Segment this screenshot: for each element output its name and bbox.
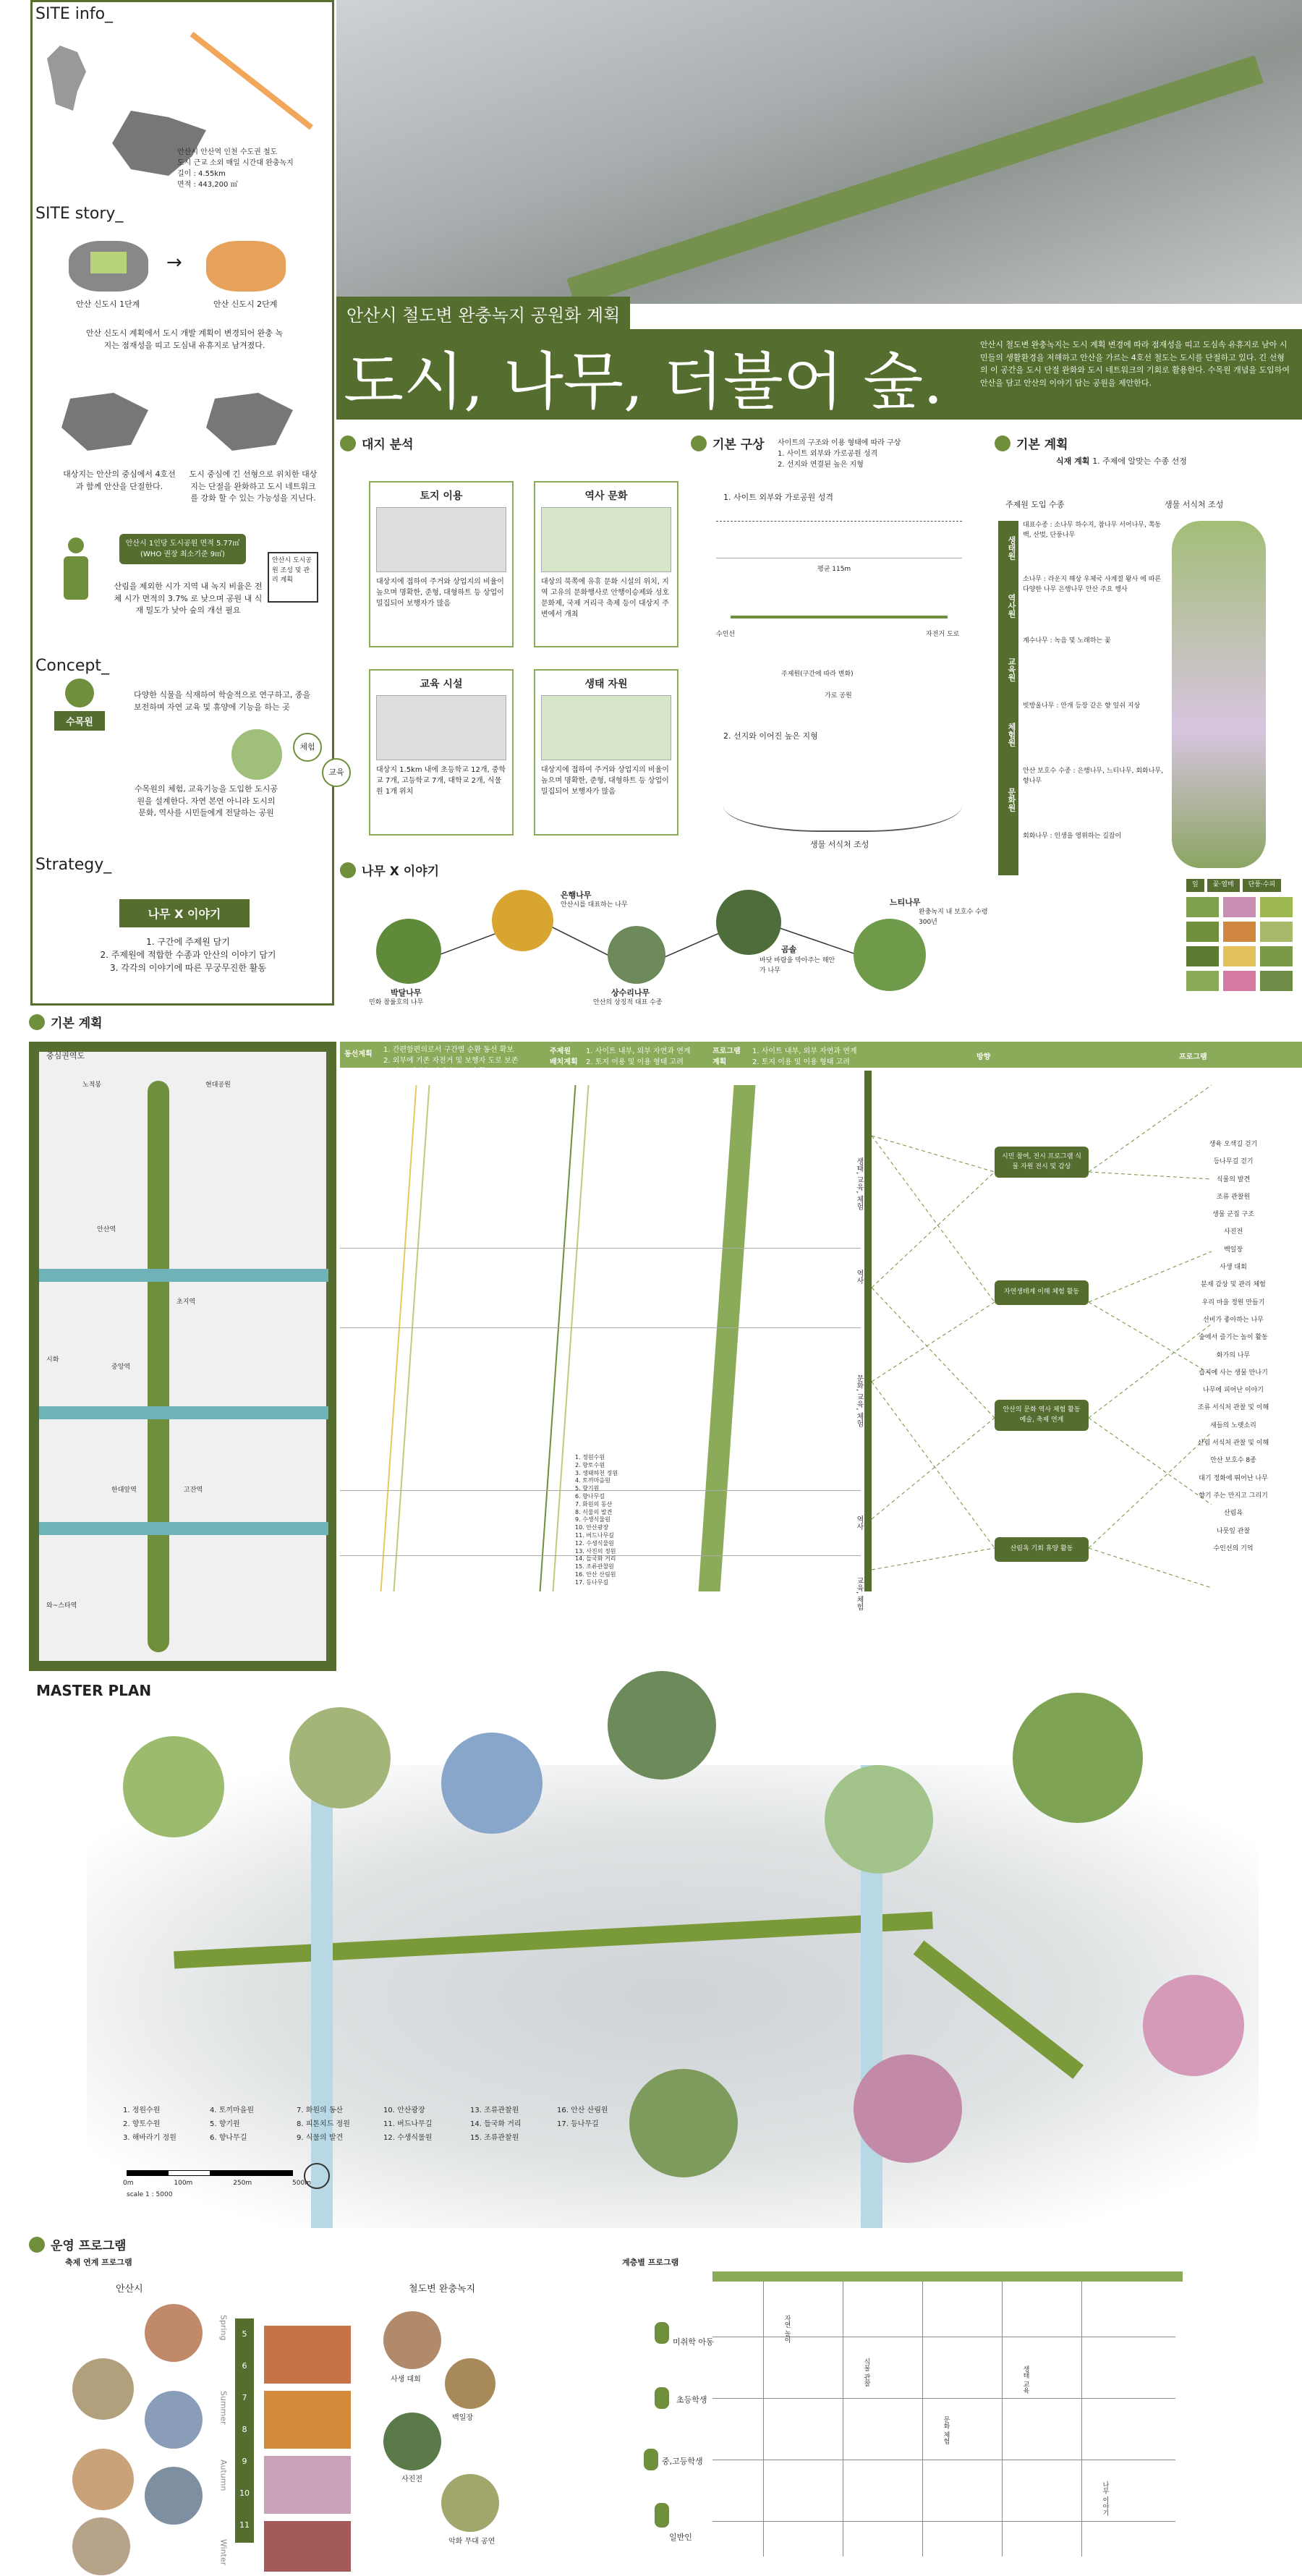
operation-heading: 운영 프로그램 bbox=[29, 2235, 126, 2253]
plan-rows bbox=[998, 521, 1172, 875]
strategy-title: Strategy_ bbox=[35, 856, 112, 874]
season-summer: Summer bbox=[218, 2391, 229, 2425]
node-experience: 체험 bbox=[293, 733, 322, 762]
program-list: 생육 오색길 걷기 등나무길 걷기 식물의 발견 조류 관찰원 생물 군집 구조 사진전 백일장 사생 대회 분재 감상 및 관리 체험 우리 마을 정원 만들기 선비가 좋아하는 나무 숲에서 즐기는 놀이 활동 화가의 나무 습지에 사는 생물 만나기 나무에 피어난 이야기 조류 서식처 관찰 및 이해 새들의 노랫소리 산림 서식처 관찰 및 이해 안산 보호수 8종 대기 정화에 뛰어난 나무 향기 주는 만지고 그리기 산림욕 나뭇잎 관찰 수인선의 기억 bbox=[1197, 1141, 1269, 1552]
child-icon bbox=[655, 2387, 669, 2409]
park-photo bbox=[383, 2311, 441, 2369]
strategy-list: 1. 구간에 주제원 담기 2. 주제원에 적합한 수종과 안산의 이야기 담기 3. 각각의 이야기에 따른 무궁무진한 활동 bbox=[100, 937, 276, 973]
hero-subtitle: 안산시 철도변 완충녹지 공원화 계획 bbox=[336, 297, 630, 331]
story-p2: 대상지는 안산의 중심에서 4호선과 함께 안산을 단절한다. bbox=[63, 469, 176, 491]
scene-photo bbox=[1143, 1975, 1244, 2076]
river-2 bbox=[39, 1406, 328, 1419]
master-legend: 1. 정원수원 4. 토끼마을원 7. 화원의 동산 10. 안산광장 13. 조류관찰원 16. 안산 산림원 2. 향토수원 5. 향기원 8. 피톤치드 정원 11. 버드나무길 14. 들국화 거리 17. 등나무길 3. 해바라기 정원 6. 향나무길 9. 식물의 발견 12. 수생식물원 15. 조류관찰원 bbox=[123, 2107, 608, 2142]
site-story-title: SITE story_ bbox=[35, 205, 124, 223]
direction-box: 시민 참여, 전시 프로그램 식물 자원 전시 및 감상 bbox=[995, 1147, 1089, 1178]
concept-photo bbox=[231, 729, 282, 780]
site-info-title: SITE info_ bbox=[35, 5, 114, 23]
concept-title: Concept_ bbox=[35, 657, 109, 675]
basic-plan-heading: 기본 계획 bbox=[29, 1013, 103, 1031]
person-icon bbox=[61, 537, 90, 603]
story-p3: 도시 중심에 긴 선형으로 위치한 대상지는 단절을 완화하고 도시 네트워크를 강화 할 수 있는 가능성을 지닌다. bbox=[189, 469, 318, 503]
direction-box: 산림욕 기회 휴양 활동 bbox=[995, 1537, 1089, 1562]
adult-icon bbox=[655, 2503, 669, 2528]
tree-icon bbox=[340, 435, 356, 451]
level-col: 자연 놀이 bbox=[783, 2315, 791, 2343]
scene-photo bbox=[608, 1671, 716, 1780]
scale-labels: 0m 100m 250m 500m bbox=[123, 2180, 311, 2187]
park-item: 사생 대회 bbox=[391, 2376, 421, 2384]
city-photo bbox=[72, 2517, 130, 2575]
park-label: 철도변 완충녹지 bbox=[409, 2284, 476, 2295]
map-label: 초지역 bbox=[176, 1298, 196, 1306]
tree-desc-oak: 안산의 상징적 대표 수종 bbox=[593, 999, 663, 1006]
level-row: 일반인 bbox=[669, 2533, 692, 2542]
planting-plan: 식재 계획 1. 주제에 알맞는 수종 선정 bbox=[1056, 456, 1187, 466]
structure-section-2 bbox=[723, 767, 962, 832]
tree-icon bbox=[995, 435, 1010, 451]
tree-photo-bakdal bbox=[376, 919, 441, 984]
scale-bar bbox=[127, 2170, 293, 2176]
map-label: 현대공원 bbox=[205, 1081, 231, 1089]
city-photo bbox=[145, 2467, 203, 2525]
season-winter: Winter bbox=[218, 2539, 229, 2566]
map-label: 와~스타역 bbox=[46, 1602, 77, 1610]
story-p1: 안산 신도시 계획에서 도시 개발 계획이 변경되어 완충 녹지는 점재성을 띠고 도심내 유휴지로 남겨졌다. bbox=[85, 328, 284, 350]
scene-photo bbox=[854, 2054, 962, 2163]
season-autumn: Autumn bbox=[218, 2460, 229, 2491]
park-plan-note: 안산시 도시공원 조성 및 관리 계획 bbox=[268, 552, 318, 603]
plan-row: 회화나무 : 인생을 영위하는 길잡이 bbox=[998, 832, 1172, 875]
arboretum-label: 수목원 bbox=[54, 711, 105, 731]
tree-photo-pine bbox=[716, 890, 781, 955]
tree-desc-pine: 바닷 바람을 막아주는 해안가 나무 bbox=[760, 957, 835, 974]
zone-strip bbox=[864, 1071, 872, 1591]
scale-note: scale 1 : 5000 bbox=[127, 2191, 173, 2198]
education-map bbox=[376, 695, 506, 760]
concept-text2: 수목원의 체험, 교육기능을 도입한 도시공원을 설계한다. 자연 본연 아니라 도시의 문화, 역사를 시민들에게 전달하는 공원 bbox=[134, 784, 278, 817]
map-label: 안산역 bbox=[97, 1226, 116, 1233]
col-habitat: 생물 서식처 조성 bbox=[1165, 500, 1224, 509]
tree-name-zelkova: 느티나무 bbox=[890, 898, 921, 907]
city-photo bbox=[145, 2391, 203, 2449]
tree-photo-zelkova bbox=[854, 919, 926, 991]
kid-icon bbox=[655, 2322, 669, 2344]
story-p4: 산림을 제외한 시가 지역 내 녹지 비율은 전체 시가 면적의 3.7% 로 낮으며 공원 내 식재 밀도가 낮아 숲의 개선 필요 bbox=[114, 582, 263, 615]
park-photo bbox=[383, 2413, 441, 2470]
stage1-map bbox=[69, 241, 148, 292]
scene-photo bbox=[289, 1707, 391, 1808]
level-row: 중,고등학생 bbox=[662, 2457, 703, 2466]
structure-h1: 1. 사이트 외부와 가로공원 성격 bbox=[723, 493, 833, 502]
park-strip-bend bbox=[914, 1941, 1084, 2079]
zone-list: 1. 정원수원 2. 향토수원 3. 생태하천 정원 4. 토끼마을원 5. 향기원 6. 향나무길 7. 화원의 동산 8. 식물의 발견 9. 수생식물원 10. 안산광장 11. 버드나무길 12. 수생식물원 13. 사진의 정원 14. 들국화 거리 15. 조류관찰원 16. 안산 산림원 17. 등나무길 bbox=[575, 1454, 618, 1586]
plant-photo-grid bbox=[1186, 897, 1293, 991]
tree-photo-ginkgo bbox=[492, 890, 553, 951]
tree-desc-ginkgo: 안산시를 대표하는 나무 bbox=[561, 901, 628, 909]
concept-text: 다양한 식물을 식재하여 학술적으로 연구하고, 종을 보전하며 자연 교육 및 휴양에 기능을 하는 곳 bbox=[134, 690, 311, 712]
river-1 bbox=[39, 1269, 328, 1282]
festival-photo bbox=[264, 2391, 351, 2449]
tree-name-pine: 곰솔 bbox=[781, 945, 797, 954]
structure-section-1: 평균 115m 수인선 자전거 도로 주제원(구간에 따라 변화) 가로 공원 bbox=[716, 521, 962, 702]
city-photo bbox=[72, 2449, 134, 2510]
map-label: 시화 bbox=[46, 1356, 59, 1364]
city-label: 안산시 bbox=[116, 2284, 143, 2295]
tree-icon bbox=[65, 679, 94, 707]
hero-title: 도시, 나무, 더불어 숲. bbox=[344, 346, 943, 418]
tree-desc-bakdal: 민화 참률호의 나무 bbox=[369, 999, 424, 1006]
scene-photo bbox=[123, 1736, 224, 1837]
level-row: 초등학생 bbox=[676, 2395, 707, 2405]
teen-icon bbox=[644, 2449, 658, 2470]
tree-icon bbox=[29, 1014, 45, 1030]
site-line bbox=[190, 32, 313, 130]
festival-photo bbox=[264, 2521, 351, 2572]
festival-photo bbox=[264, 2326, 351, 2384]
stage1-label: 안산 신도시 1단계 bbox=[76, 299, 140, 309]
level-col: 문화 체험 bbox=[942, 2416, 950, 2444]
analysis-card-ecology: 생태 자원 대상지에 접하여 주거와 상업지의 비율이 높으며 명확한, 준형, 대형하트 등 상업이 밀집되어 보행자가 많음 bbox=[534, 669, 678, 836]
zone-label: 교육, 체험 bbox=[855, 1577, 863, 1611]
region-title: 중심권역도 bbox=[46, 1051, 85, 1060]
direction-box: 자연생태계 이해 체험 활동 bbox=[995, 1280, 1089, 1305]
direction-box: 안산의 문화 역사 체험 활동 예술, 축제 연계 bbox=[995, 1400, 1089, 1431]
scene-photo bbox=[1013, 1693, 1143, 1823]
node-education: 교육 bbox=[322, 758, 351, 787]
month-column: 5 6 7 8 9 10 11 bbox=[235, 2318, 254, 2543]
tree-photo-oak bbox=[608, 926, 665, 984]
zone-label: 생태, 교육, 체험 bbox=[855, 1157, 863, 1210]
park-item: 백일장 bbox=[452, 2414, 473, 2422]
scene-photo bbox=[441, 1733, 542, 1834]
park-item: 사진전 bbox=[401, 2475, 422, 2483]
level-col: 생태 교육 bbox=[1021, 2365, 1029, 2394]
site-info-desc: 안산시 안산역 인천 수도권 철도 도시 근교 소외 매일 시간대 완충녹지 길이 : 4.55km 면적 : 443,200 ㎡ bbox=[177, 148, 294, 189]
park-ratio-bubble: 안산시 1인당 도시공원 면적 5.77㎡ (WHO 권장 최소기준 9㎡) bbox=[119, 534, 246, 564]
plant-legend: 잎 꽃·열매 단풍·수피 bbox=[1186, 879, 1281, 892]
map-label: 한대앞역 bbox=[111, 1487, 137, 1494]
strategy-box: 나무 X 이야기 bbox=[119, 899, 250, 927]
landuse-map bbox=[376, 507, 506, 572]
korea-map bbox=[47, 46, 90, 111]
plan-row: 교육원 계수나무 : 녹음 및 노래하는 꽃 bbox=[998, 637, 1172, 702]
col-species: 주제원 도입 수종 bbox=[1005, 500, 1065, 509]
hero-aerial-photo bbox=[336, 0, 1302, 304]
park-photo bbox=[441, 2474, 499, 2532]
structure-habitat: 생물 서식처 조성 bbox=[810, 840, 869, 849]
city-photo bbox=[72, 2358, 134, 2420]
scene-photo bbox=[629, 2069, 738, 2177]
structure-heading: 기본 구상 bbox=[691, 434, 765, 452]
master-plan-title: MASTER PLAN bbox=[36, 1682, 152, 1699]
plan-row: 역사원 소나무 : 라운지 해상 우체국 사계절 왕사 에 따른 다양한 나무 은행나무 안산 주요 행사 bbox=[998, 575, 1172, 637]
map-gray-1 bbox=[61, 393, 148, 451]
level-sub: 계층별 프로그램 bbox=[622, 2258, 679, 2267]
festival-photo bbox=[264, 2456, 351, 2514]
analysis-heading: 대지 분석 bbox=[340, 434, 414, 452]
map-label: 노적봉 bbox=[82, 1081, 102, 1089]
tree-story-heading: 나무 X 이야기 bbox=[340, 861, 439, 879]
plan-header-bar: 동선계획 1. 간편함편의로서 구간별 순환 동선 확보 2. 외부에 기존 자전거 및 보행자 도로 보존 3. 각 주제원을 연계하는 동선 확보 주제원 배치계획 1. 사이트 내부, 외부 자연과 연계 2. 토지 이용 및 이용 형태 고려 프로그램 계획 1. 사이트 내부, 외부 자연과 연계 2. 토지 이용 및 이용 형태 고려 방향 프로그램 bbox=[340, 1042, 1302, 1068]
map-gray-2 bbox=[206, 393, 293, 451]
region-panel bbox=[29, 1042, 336, 1671]
stage2-label: 안산 신도시 2단계 bbox=[213, 299, 278, 309]
plan-row: 생태원 대표수종 : 소나무 하수지, 참나무 서어나무, 쪽동백, 산벚, 단풍나무 bbox=[998, 521, 1172, 575]
map-label: 고잔역 bbox=[184, 1487, 203, 1494]
plan-row: 체험원 빗방울나무 : 안개 등장 같은 향 잎쉬 지상 bbox=[998, 702, 1172, 767]
north-arrow-icon bbox=[304, 2163, 330, 2189]
history-map bbox=[541, 507, 671, 572]
park-strip bbox=[174, 1912, 933, 1969]
tree-name-oak: 상수리나무 bbox=[611, 988, 650, 998]
map-label: 중앙역 bbox=[111, 1364, 131, 1371]
zone-label: 문화, 교육, 체험 bbox=[855, 1374, 863, 1427]
scene-photo bbox=[825, 1765, 933, 1874]
river-3 bbox=[39, 1522, 328, 1535]
park-item: 악화 무대 공연 bbox=[448, 2538, 495, 2546]
festival-sub: 축제 연계 프로그램 bbox=[65, 2258, 132, 2267]
stage2-map bbox=[206, 241, 286, 292]
structure-h2: 2. 선지와 이어진 높은 지형 bbox=[723, 731, 818, 741]
ecology-map bbox=[541, 695, 671, 760]
tree-name-ginkgo: 은행나무 bbox=[561, 890, 592, 900]
city-photo bbox=[145, 2304, 203, 2362]
analysis-card-education: 교육 시설 대상지 1.5km 내에 초등학교 12개, 중학교 7개, 고등학교 7개, 대학교 2개, 식물원 1개 위치 bbox=[369, 669, 514, 836]
zone-label: 역사 bbox=[855, 1270, 863, 1284]
tree-icon bbox=[340, 862, 356, 878]
level-row: 미취학 아동 bbox=[673, 2337, 714, 2347]
park-photo bbox=[445, 2358, 495, 2409]
hero-desc: 안산시 철도변 완충녹지는 도시 계획 변경에 따라 점재성을 띠고 도심속 유휴지로 남아 시민들의 생활환경을 저해하고 안산을 가르는 4호선 철도는 도시를 단절하고 있다. 긴 선형의 이 공간을 도시 단절 완화와 도시 네트워크의 기회로 활용한다. 수목원 개념을 도입하여 안산을 담고 안산의 이야기 담는 공원을 제안한다. bbox=[980, 340, 1290, 388]
season-spring: Spring bbox=[218, 2315, 229, 2341]
habitat-tree-column bbox=[1172, 521, 1266, 868]
green-corridor bbox=[148, 1081, 169, 1652]
tree-icon bbox=[29, 2237, 45, 2253]
level-col: 나무 이야기 bbox=[1101, 2481, 1109, 2516]
site-panel bbox=[30, 0, 344, 1006]
analysis-card-landuse: 토지 이용 대상지에 접하여 주거와 상업지의 비율이 높으며 명확한, 준형, 대형하트 등 상업이 밀집되어 보행자가 많음 bbox=[369, 481, 514, 647]
analysis-card-history: 역사 문화 대상의 북쪽에 유휴 문화 시설의 위치, 지역 고유의 문화행사로 안행이승제와 성호문화제, 국제 거리극 축제 등이 대상지 주변에서 개최 bbox=[534, 481, 678, 647]
level-col: 식물 관찰 bbox=[862, 2358, 870, 2386]
tree-icon bbox=[691, 435, 707, 451]
zone-label: 역사 bbox=[855, 1516, 863, 1530]
river bbox=[311, 1765, 333, 2228]
plan-row: 문화원 안산 보호수 수종 : 은행나무, 느티나무, 회화나무, 향나무 bbox=[998, 767, 1172, 832]
structure-sub: 사이트의 구조와 이용 형태에 따라 구상 1. 사이트 외부와 가로공원 성격 2. 선지와 연결된 높은 지형 bbox=[778, 439, 901, 469]
plan-top-heading: 기본 계획 bbox=[995, 434, 1068, 452]
tree-desc-zelkova: 완충녹지 내 보호수 수령 300년 bbox=[919, 909, 988, 926]
arrow-icon: → bbox=[166, 252, 182, 273]
tree-name-bakdal: 박달나무 bbox=[391, 988, 422, 998]
